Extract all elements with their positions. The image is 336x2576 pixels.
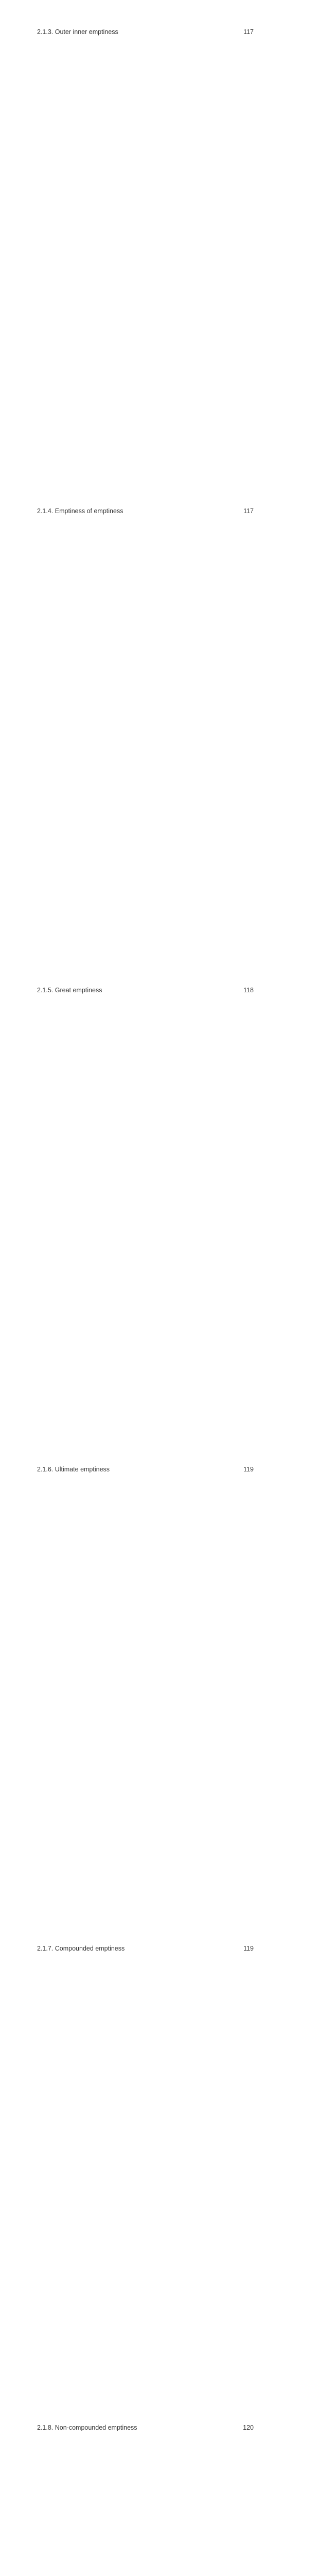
toc-entry-title bbox=[37, 1944, 230, 1953]
toc-row bbox=[37, 1465, 254, 1944]
toc-entry-page-number: 119 bbox=[230, 1465, 254, 1944]
toc-entry-title-line: 2.1.7. Compounded emptiness bbox=[37, 1945, 125, 1952]
toc-row bbox=[37, 986, 254, 1465]
toc-entry-page-number: 120 bbox=[230, 2424, 254, 2576]
toc-entry-title-line: 2.1.8. Non-compounded emptiness bbox=[37, 2424, 137, 2431]
toc-entry-page-number: 118 bbox=[230, 986, 254, 1465]
toc-entry-page-number: 117 bbox=[230, 28, 254, 507]
toc-entry-title-line: 2.1.3. Outer inner emptiness bbox=[37, 28, 118, 36]
toc-entry-title-line: 2.1.5. Great emptiness bbox=[37, 987, 102, 994]
toc-entry-title bbox=[37, 2424, 230, 2432]
toc-entry-title-line: 2.1.4. Emptiness of emptiness bbox=[37, 507, 123, 515]
toc-entry-title bbox=[37, 28, 230, 37]
toc-row bbox=[37, 1944, 254, 2424]
toc-row bbox=[37, 2424, 254, 2576]
toc-entry-page-number: 119 bbox=[230, 1944, 254, 2424]
toc-entry-title-line: 2.1.6. Ultimate emptiness bbox=[37, 1466, 110, 1473]
toc-row bbox=[37, 507, 254, 986]
toc-entry-title bbox=[37, 507, 230, 516]
toc-entry-title bbox=[37, 1465, 230, 1474]
toc-entry-title bbox=[37, 986, 230, 995]
toc-entry-page-number: 117 bbox=[230, 507, 254, 986]
table-of-contents bbox=[37, 28, 254, 2576]
toc-row bbox=[37, 28, 254, 507]
